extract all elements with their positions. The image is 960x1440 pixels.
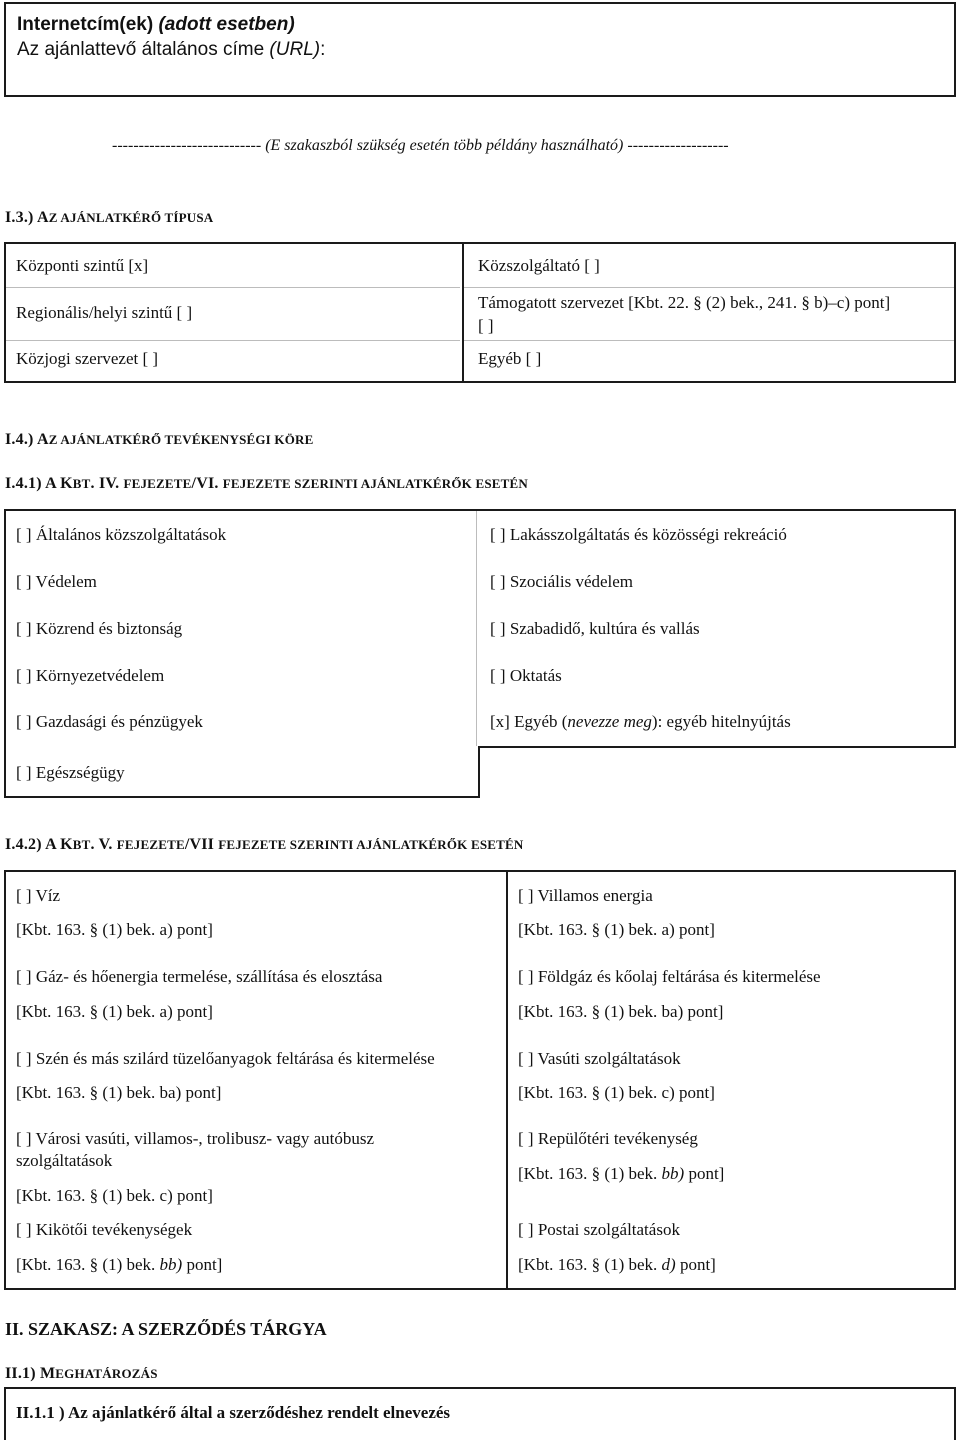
heading-i42-p3: . V.: [90, 836, 117, 853]
activity-environment[interactable]: [ ] Környezetvédelem: [16, 666, 165, 685]
activity-other-c: ): egyéb hitelnyújtás: [651, 712, 791, 731]
heading-i42: [5, 835, 523, 854]
activity-other-b: nevezze meg: [567, 712, 652, 731]
heading-i3-rest: Z AJÁNLATKÉRŐ TÍPUSA: [48, 210, 214, 225]
activity-health[interactable]: [ ] Egészségügy: [16, 763, 125, 782]
activity-defence[interactable]: [ ] Védelem: [16, 572, 97, 591]
utility-oil-gas[interactable]: [ ] Földgáz és kőolaj feltárása és kitermelése: [518, 967, 821, 986]
heading-i4-rest: Z AJÁNLATKÉRŐ TEVÉKENYSÉGI KÖRE: [48, 432, 314, 447]
general-address-label: [17, 39, 325, 62]
heading-i41-p1: I.4.1) A K: [5, 475, 73, 492]
type-row-sep-4: [464, 340, 954, 341]
heading-ii1-num: II.1) M: [5, 1365, 56, 1382]
utility-oil-gas-ref: [Kbt. 163. § (1) bek. ba) pont]: [518, 1002, 724, 1021]
utility-postal[interactable]: [ ] Postai szolgáltatások: [518, 1220, 680, 1239]
utility-ports[interactable]: [ ] Kikötői tevékenységek: [16, 1220, 193, 1239]
utility-railway-ref: [Kbt. 163. § (1) bek. c) pont]: [518, 1083, 715, 1102]
heading-i3: [5, 208, 213, 227]
activity-housing[interactable]: [ ] Lakásszolgáltatás és közösségi rekreáció: [490, 525, 787, 544]
activity-public-order[interactable]: [ ] Közrend és biztonság: [16, 619, 183, 638]
utility-urban-transport-ref: [Kbt. 163. § (1) bek. c) pont]: [16, 1186, 213, 1205]
activity-box-right: [954, 509, 956, 747]
type-subsidised-checkbox[interactable]: [ ]: [478, 316, 494, 335]
section-note-text: ---------------------------- (E szakaszból szükség esetén több példány használható) -------------------: [112, 137, 729, 154]
utility-column-divider: [506, 870, 508, 1290]
general-address-colon: :: [320, 39, 326, 60]
utility-airport-ref-b: bb): [661, 1164, 685, 1183]
type-subsidised[interactable]: Támogatott szervezet [Kbt. 22. § (2) bek., 241. § b)–c) pont]: [478, 293, 891, 312]
utility-postal-ref-b: d): [661, 1255, 676, 1274]
heading-i41-p3: . IV.: [90, 475, 124, 492]
activity-social[interactable]: [ ] Szociális védelem: [490, 572, 634, 591]
heading-i42-p4: FEJEZETE: [116, 837, 185, 852]
heading-ii1: [5, 1364, 158, 1383]
type-row-sep-1: [6, 287, 460, 288]
activity-general-services[interactable]: [ ] Általános közszolgáltatások: [16, 525, 227, 544]
heading-i41-p2: BT: [72, 476, 91, 491]
type-central[interactable]: Központi szintű [x]: [16, 256, 149, 275]
heading-i42-p1: I.4.2) A K: [5, 836, 73, 853]
heading-ii1-rest: EGHATÁROZÁS: [55, 1366, 158, 1381]
utility-gas-heat-ref: [Kbt. 163. § (1) bek. a) pont]: [16, 1002, 213, 1021]
utility-ports-ref-a: [Kbt. 163. § (1) bek.: [16, 1255, 160, 1274]
type-regional[interactable]: Regionális/helyi szintű [ ]: [16, 303, 193, 322]
heading-i4-num: I.4.): [5, 431, 34, 448]
activity-column-sep: [476, 511, 477, 746]
utility-postal-ref: [518, 1255, 716, 1275]
contract-name-label: II.1.1 ) Az ajánlatkérő által a szerződéshez rendelt elnevezés: [16, 1403, 451, 1422]
activity-education[interactable]: [ ] Oktatás: [490, 666, 562, 685]
utility-postal-ref-c: pont]: [675, 1255, 716, 1274]
utility-airport-ref-a: [Kbt. 163. § (1) bek.: [518, 1164, 662, 1183]
utility-electricity-ref: [Kbt. 163. § (1) bek. a) pont]: [518, 920, 715, 939]
utility-ports-ref-b: bb): [159, 1255, 183, 1274]
utility-water-ref: [Kbt. 163. § (1) bek. a) pont]: [16, 920, 213, 939]
activity-box-inner: [478, 746, 480, 798]
activity-economic[interactable]: [ ] Gazdasági és pénzügyek: [16, 712, 203, 731]
utility-water[interactable]: [ ] Víz: [16, 886, 61, 905]
utility-ports-ref: [16, 1255, 222, 1275]
utility-airport-ref: [518, 1164, 724, 1184]
utility-coal-ref: [Kbt. 163. § (1) bek. ba) pont]: [16, 1083, 222, 1102]
heading-i4: [5, 430, 313, 449]
section-ii-title: II. SZAKASZ: A SZERZŐDÉS TÁRGYA: [5, 1319, 327, 1339]
heading-i41: [5, 474, 528, 493]
type-column-divider: [462, 242, 464, 383]
heading-i41-p4: FEJEZETE: [123, 476, 192, 491]
activity-box-top: [4, 509, 956, 511]
url-label-main: Internetcím(ek): [17, 14, 154, 35]
heading-i4-initial: A: [37, 431, 49, 448]
utility-electricity[interactable]: [ ] Villamos energia: [518, 886, 653, 905]
utility-postal-ref-a: [Kbt. 163. § (1) bek.: [518, 1255, 662, 1274]
type-utility[interactable]: Közszolgáltató [ ]: [478, 256, 600, 275]
heading-i42-p2: BT: [72, 837, 91, 852]
type-row-sep-3: [464, 287, 954, 288]
heading-i42-p6: FEJEZETE SZERINTI AJÁNLATKÉRŐK ESETÉN: [218, 837, 524, 852]
general-address-url: (URL): [269, 39, 321, 60]
activity-box-mid: [479, 746, 956, 748]
section-note: [112, 136, 729, 155]
heading-i3-initial: A: [37, 209, 49, 226]
general-address-main: Az ajánlattevő általános címe: [17, 39, 265, 60]
url-label-note: (adott esetben): [158, 14, 295, 35]
activity-other[interactable]: [490, 712, 791, 732]
heading-i41-p6: FEJEZETE SZERINTI AJÁNLATKÉRŐK ESETÉN: [222, 476, 528, 491]
utility-urban-transport[interactable]: [ ] Városi vasúti, villamos-, trolibusz- vagy autóbusz: [16, 1129, 375, 1148]
type-other[interactable]: Egyéb [ ]: [478, 349, 542, 368]
url-label: [17, 14, 295, 37]
heading-i41-p5: /VI.: [191, 475, 223, 492]
activity-box-left: [4, 510, 6, 798]
utility-airport-ref-c: pont]: [684, 1164, 725, 1183]
utility-coal[interactable]: [ ] Szén és más szilárd tüzelőanyagok feltárása és kitermelése: [16, 1049, 435, 1068]
activity-other-a: [x] Egyéb (: [490, 712, 568, 731]
utility-ports-ref-c: pont]: [182, 1255, 223, 1274]
activity-box-bottom: [4, 796, 480, 798]
type-public-law[interactable]: Közjogi szervezet [ ]: [16, 349, 159, 368]
heading-i3-num: I.3.): [5, 209, 34, 226]
utility-railway[interactable]: [ ] Vasúti szolgáltatások: [518, 1049, 681, 1068]
utility-gas-heat[interactable]: [ ] Gáz- és hőenergia termelése, szállítása és elosztása: [16, 967, 383, 986]
utility-airport[interactable]: [ ] Repülőtéri tevékenység: [518, 1129, 698, 1148]
activity-culture[interactable]: [ ] Szabadidő, kultúra és vallás: [490, 619, 700, 638]
heading-i42-p5: /VII: [184, 836, 219, 853]
utility-urban-transport-line2: szolgáltatások: [16, 1151, 113, 1170]
type-row-sep-2: [6, 340, 460, 341]
